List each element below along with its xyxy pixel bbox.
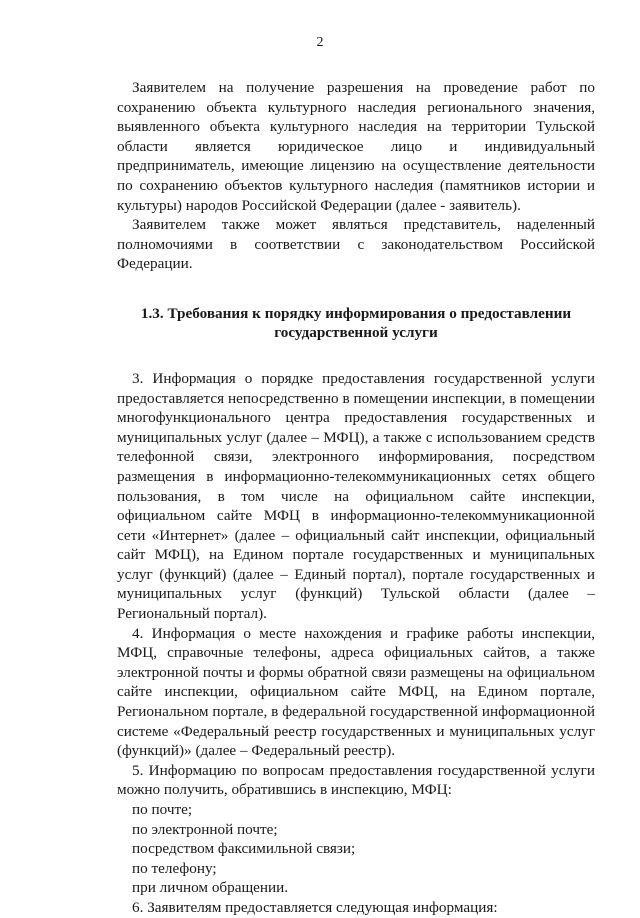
contact-method-item: по телефону; <box>132 859 217 877</box>
paragraph-5: 5. Информацию по вопросам предоставления государственной услуги можно получить, обратившись в инспекцию, МФЦ: <box>117 761 595 799</box>
contact-method-item: по почте; <box>132 801 193 818</box>
intro-paragraph-applicant: Заявителем на получение разрешения на проведение работ по сохранению объекта культурного наследия регионального значения, выявленного объекта культурного наследия на территории Тульской области является юридическое лицо и индивидуальный предприниматель, имеющие лицензию на осуществление деятельности по сохранению объектов культурного наследия (памятников истории и культуры) народов Российской Федерации (далее - заявитель). <box>117 79 595 214</box>
paragraph-4: 4. Информация о месте нахождения и графике работы инспекции, МФЦ, справочные телефоны, адреса официальных сайтов, а также электронной почты и формы обратной связи размещены на официальном сайте инспекции, официальном сайте МФЦ, на Едином портале, Региональном портале, в федеральной государственной информационной системе «Федеральный реестр государственных и муниципальных услуг (функций)» (далее – Федеральный реестр). <box>117 624 595 760</box>
contact-method-item: по электронной почте; <box>132 820 278 838</box>
intro-paragraph-representative: Заявителем также может являться представитель, наделенный полномочиями в соответствии с законодательством Российской Федерации. <box>117 216 595 273</box>
paragraph-3: 3. Информация о порядке предоставления государственной услуги предоставляется непосредственно в помещении инспекции, в помещении многофункционального центра предоставления государственных и муниципальных услуг (далее – МФЦ), а также с использованием средств телефонной связи, электронного информирования, посредством размещения в информационно-телекоммуникационных сетях общего пользования, в том числе на официальном сайте инспекции, официальном сайте МФЦ в информационно-телекоммуникационной сети «Интернет» (далее – официальный сайт инспекции, официальный сайт МФЦ), на Едином портале государственных и муниципальных услуг (функций) (далее – Единый портал), портале государственных и муниципальных услуг (функций) Тульской области (далее – Региональный портал). <box>117 369 595 623</box>
section-heading: 1.3. Требования к порядку информирования о предоставлении государственной услуги <box>140 304 572 341</box>
page-number: 2 <box>316 35 324 50</box>
contact-method-item: при личном обращении. <box>132 879 289 897</box>
document-body <box>117 78 595 918</box>
contact-method-item: посредством факсимильной связи; <box>132 840 356 858</box>
paragraph-6: 6. Заявителям предоставляется следующая информация: <box>132 898 498 916</box>
